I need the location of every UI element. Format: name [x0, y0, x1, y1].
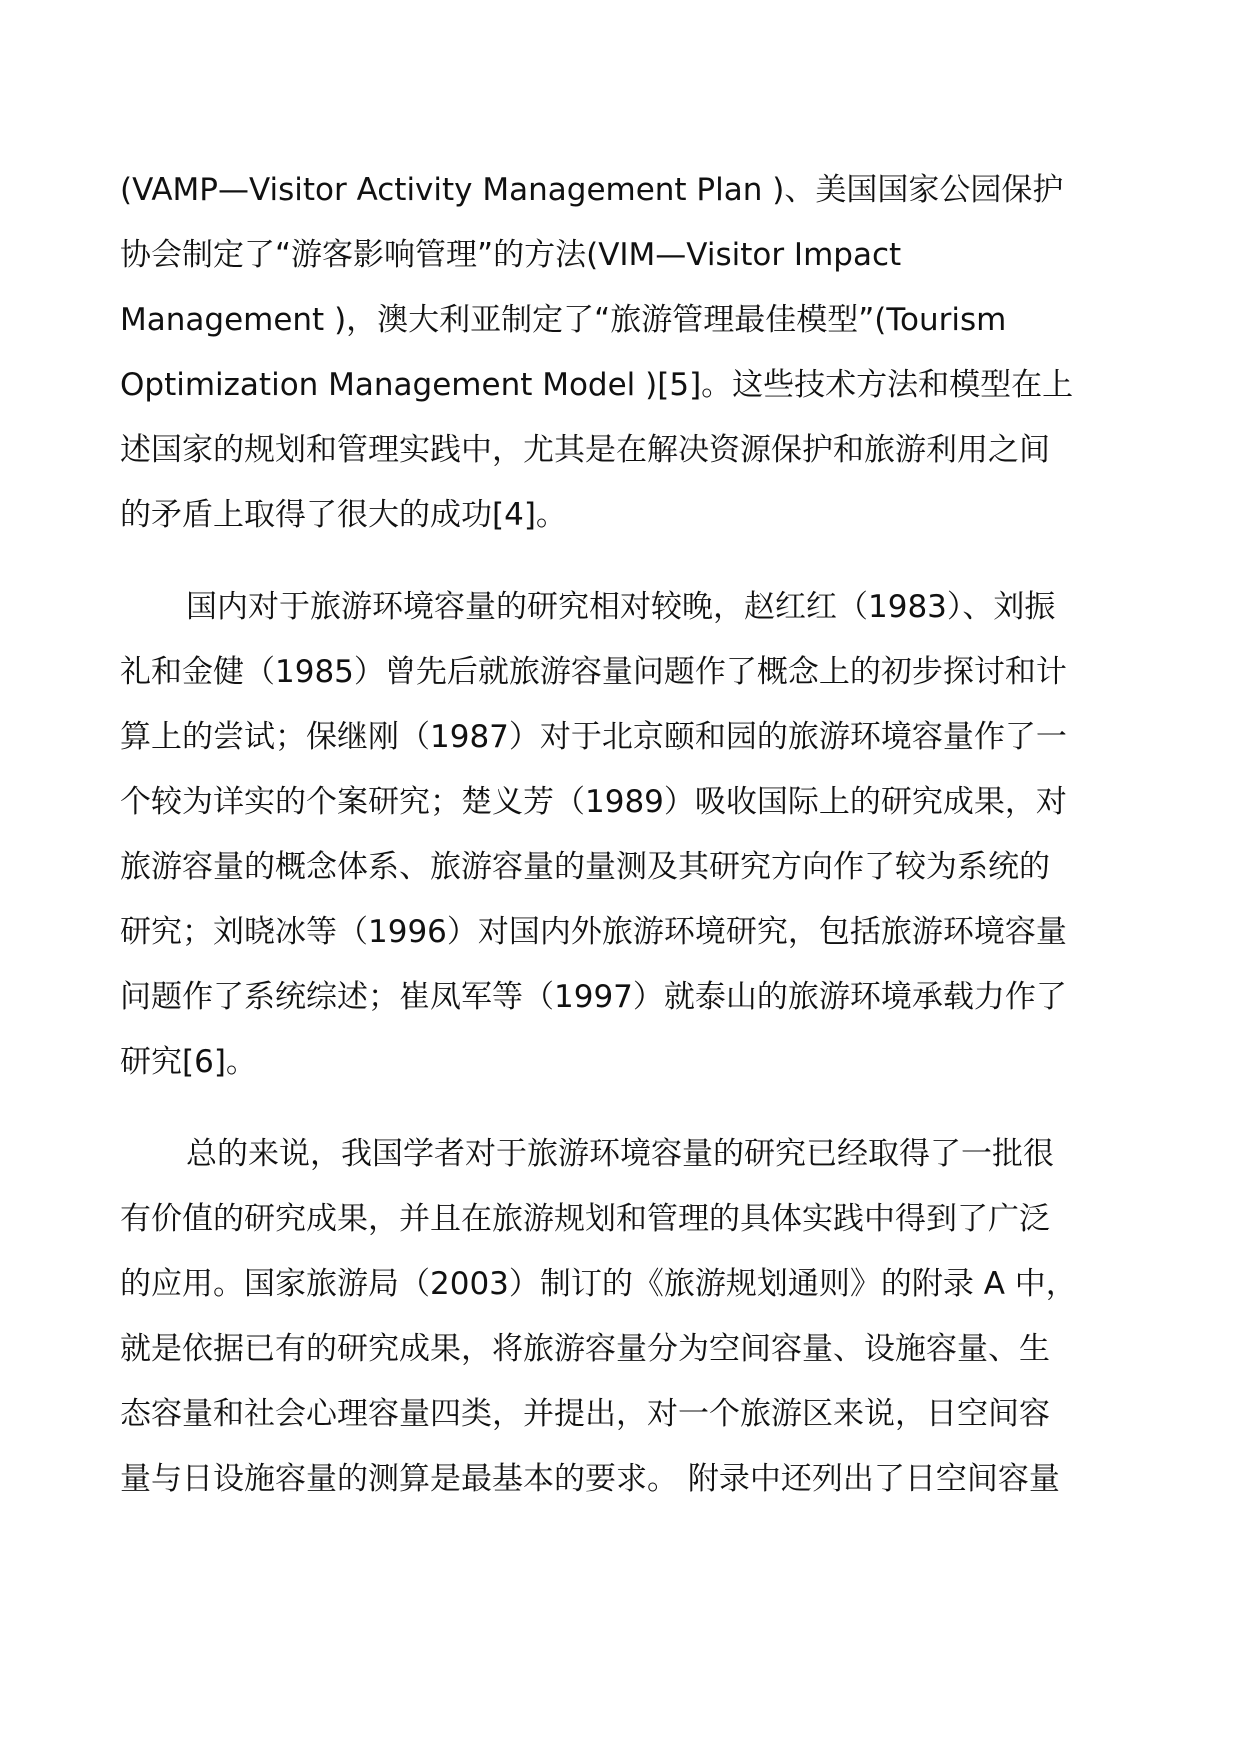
text-line: 就是依据已有的研究成果，将旅游容量分为空间容量、设施容量、生	[120, 1331, 1050, 1367]
text-line: 旅游容量的概念体系、旅游容量的量测及其研究方向作了较为系统的	[120, 849, 1050, 885]
text-line: 算上的尝试；保继刚（1987）对于北京颐和园的旅游环境容量作了一	[120, 719, 1067, 755]
text-line: 礼和金健（1985）曾先后就旅游容量问题作了概念上的初步探讨和计	[120, 654, 1067, 690]
body-text	[120, 158, 1120, 1512]
text-line: (VAMP—Visitor Activity Management Plan )、美国国家公园保护	[120, 172, 1064, 208]
paragraph-2	[120, 575, 1120, 1095]
paragraph-1	[120, 158, 1120, 548]
text-line: 研究；刘晓冰等（1996）对国内外旅游环境研究，包括旅游环境容量	[120, 914, 1067, 950]
text-line: 态容量和社会心理容量四类，并提出，对一个旅游区来说，日空间容	[120, 1396, 1050, 1432]
text-line: 量与日设施容量的测算是最基本的要求。 附录中还列出了日空间容量	[120, 1461, 1060, 1497]
text-line: 问题作了系统综述；崔凤军等（1997）就泰山的旅游环境承载力作了	[120, 979, 1067, 1015]
text-line: 个较为详实的个案研究；楚义芳（1989）吸收国际上的研究成果，对	[120, 784, 1067, 820]
paragraph-3	[120, 1122, 1120, 1512]
text-line: 的应用。国家旅游局（2003）制订的《旅游规划通则》的附录 A 中，	[120, 1266, 1077, 1302]
text-line: Management )，澳大利亚制定了“旅游管理最佳模型”(Tourism	[120, 302, 1007, 338]
text-line: 国内对于旅游环境容量的研究相对较晚，赵红红（1983）、刘振	[186, 589, 1056, 625]
text-line: 的矛盾上取得了很大的成功[4]。	[120, 497, 567, 533]
text-line: 总的来说，我国学者对于旅游环境容量的研究已经取得了一批很	[186, 1136, 1054, 1172]
text-line: 协会制定了“游客影响管理”的方法(VIM—Visitor Impact	[120, 237, 902, 273]
text-line: Optimization Management Model )[5]。这些技术方法和模型在上	[120, 367, 1074, 403]
text-line: 有价值的研究成果，并且在旅游规划和管理的具体实践中得到了广泛	[120, 1201, 1050, 1237]
text-line: 研究[6]。	[120, 1044, 257, 1080]
text-line: 述国家的规划和管理实践中，尤其是在解决资源保护和旅游利用之间	[120, 432, 1050, 468]
